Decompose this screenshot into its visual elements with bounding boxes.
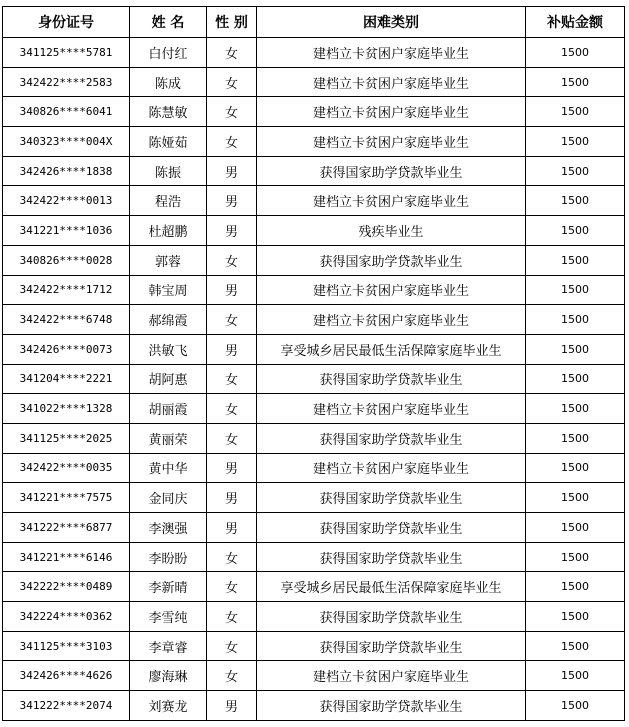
table-row [3, 186, 625, 216]
sex-cell: 女 [207, 364, 257, 394]
sex-cell: 男 [207, 216, 257, 246]
table-row [3, 513, 625, 543]
name-cell: 刘赛龙 [130, 691, 207, 721]
sex-cell: 男 [207, 275, 257, 305]
table-row [3, 38, 625, 68]
id-cell: 340323****004X [3, 127, 130, 157]
sex-cell: 男 [207, 156, 257, 186]
table-row [3, 127, 625, 157]
name-cell: 韩宝周 [130, 275, 207, 305]
table-row [3, 631, 625, 661]
header-name: 姓 名 [130, 7, 207, 38]
name-cell: 黄中华 [130, 453, 207, 483]
sex-cell: 女 [207, 67, 257, 97]
sex-cell: 女 [207, 394, 257, 424]
amount-cell: 1500 [526, 691, 625, 721]
amount-cell: 1500 [526, 97, 625, 127]
category-cell: 获得国家助学贷款毕业生 [257, 483, 526, 513]
category-cell: 残疾毕业生 [257, 216, 526, 246]
id-cell: 342426****0073 [3, 334, 130, 364]
id-cell: 342422****2583 [3, 67, 130, 97]
id-cell: 342426****4626 [3, 661, 130, 691]
id-cell: 341125****3103 [3, 631, 130, 661]
name-cell: 李章睿 [130, 631, 207, 661]
category-cell: 建档立卡贫困户家庭毕业生 [257, 186, 526, 216]
table-row [3, 691, 625, 721]
amount-cell: 1500 [526, 127, 625, 157]
id-cell: 341222****2074 [3, 691, 130, 721]
table-row [3, 245, 625, 275]
id-cell: 342422****1712 [3, 275, 130, 305]
table-row [3, 542, 625, 572]
amount-cell: 1500 [526, 483, 625, 513]
table-header [3, 7, 625, 38]
sex-cell: 男 [207, 334, 257, 364]
category-cell: 建档立卡贫困户家庭毕业生 [257, 97, 526, 127]
category-cell: 建档立卡贫困户家庭毕业生 [257, 67, 526, 97]
header-category: 困难类别 [257, 7, 526, 38]
category-cell: 获得国家助学贷款毕业生 [257, 602, 526, 632]
subsidy-table [2, 6, 625, 721]
id-cell: 341125****2025 [3, 423, 130, 453]
amount-cell: 1500 [526, 394, 625, 424]
id-cell: 342426****1838 [3, 156, 130, 186]
amount-cell: 1500 [526, 542, 625, 572]
category-cell: 获得国家助学贷款毕业生 [257, 691, 526, 721]
amount-cell: 1500 [526, 156, 625, 186]
id-cell: 341204****2221 [3, 364, 130, 394]
id-cell: 341222****6877 [3, 513, 130, 543]
amount-cell: 1500 [526, 364, 625, 394]
sex-cell: 女 [207, 631, 257, 661]
id-cell: 342222****0489 [3, 572, 130, 602]
sex-cell: 女 [207, 542, 257, 572]
header-amount: 补贴金额 [526, 7, 625, 38]
table-row [3, 483, 625, 513]
category-cell: 获得国家助学贷款毕业生 [257, 513, 526, 543]
category-cell: 建档立卡贫困户家庭毕业生 [257, 305, 526, 335]
amount-cell: 1500 [526, 245, 625, 275]
name-cell: 黄丽荣 [130, 423, 207, 453]
amount-cell: 1500 [526, 275, 625, 305]
name-cell: 廖海琳 [130, 661, 207, 691]
name-cell: 李雪纯 [130, 602, 207, 632]
sex-cell: 男 [207, 691, 257, 721]
id-cell: 341221****6146 [3, 542, 130, 572]
table-row [3, 572, 625, 602]
table-row [3, 423, 625, 453]
name-cell: 陈慧敏 [130, 97, 207, 127]
category-cell: 获得国家助学贷款毕业生 [257, 542, 526, 572]
amount-cell: 1500 [526, 67, 625, 97]
category-cell: 建档立卡贫困户家庭毕业生 [257, 453, 526, 483]
amount-cell: 1500 [526, 305, 625, 335]
amount-cell: 1500 [526, 334, 625, 364]
category-cell: 建档立卡贫困户家庭毕业生 [257, 275, 526, 305]
sex-cell: 女 [207, 127, 257, 157]
amount-cell: 1500 [526, 423, 625, 453]
amount-cell: 1500 [526, 602, 625, 632]
amount-cell: 1500 [526, 631, 625, 661]
table-row [3, 275, 625, 305]
category-cell: 建档立卡贫困户家庭毕业生 [257, 38, 526, 68]
category-cell: 获得国家助学贷款毕业生 [257, 156, 526, 186]
sex-cell: 女 [207, 245, 257, 275]
id-cell: 342422****6748 [3, 305, 130, 335]
table-row [3, 216, 625, 246]
name-cell: 李新晴 [130, 572, 207, 602]
sex-cell: 男 [207, 453, 257, 483]
name-cell: 郭蓉 [130, 245, 207, 275]
name-cell: 白付红 [130, 38, 207, 68]
id-cell: 341022****1328 [3, 394, 130, 424]
name-cell: 程浩 [130, 186, 207, 216]
header-id: 身份证号 [3, 7, 130, 38]
id-cell: 342224****0362 [3, 602, 130, 632]
amount-cell: 1500 [526, 661, 625, 691]
id-cell: 340826****0028 [3, 245, 130, 275]
category-cell: 享受城乡居民最低生活保障家庭毕业生 [257, 572, 526, 602]
sex-cell: 男 [207, 186, 257, 216]
table-row [3, 305, 625, 335]
sex-cell: 女 [207, 661, 257, 691]
name-cell: 金同庆 [130, 483, 207, 513]
table-row [3, 364, 625, 394]
id-cell: 341125****5781 [3, 38, 130, 68]
name-cell: 郝绵霞 [130, 305, 207, 335]
table-row [3, 453, 625, 483]
amount-cell: 1500 [526, 216, 625, 246]
category-cell: 获得国家助学贷款毕业生 [257, 364, 526, 394]
amount-cell: 1500 [526, 453, 625, 483]
name-cell: 陈成 [130, 67, 207, 97]
table-row [3, 661, 625, 691]
header-row [3, 7, 625, 38]
name-cell: 胡阿惠 [130, 364, 207, 394]
id-cell: 341221****1036 [3, 216, 130, 246]
name-cell: 陈娅茹 [130, 127, 207, 157]
sex-cell: 女 [207, 602, 257, 632]
table-row [3, 97, 625, 127]
name-cell: 陈振 [130, 156, 207, 186]
header-sex: 性 别 [207, 7, 257, 38]
category-cell: 建档立卡贫困户家庭毕业生 [257, 661, 526, 691]
amount-cell: 1500 [526, 38, 625, 68]
id-cell: 340826****6041 [3, 97, 130, 127]
sex-cell: 女 [207, 572, 257, 602]
id-cell: 342422****0035 [3, 453, 130, 483]
id-cell: 341221****7575 [3, 483, 130, 513]
amount-cell: 1500 [526, 186, 625, 216]
table-body [3, 38, 625, 721]
category-cell: 建档立卡贫困户家庭毕业生 [257, 127, 526, 157]
table-row [3, 156, 625, 186]
amount-cell: 1500 [526, 572, 625, 602]
table-row [3, 602, 625, 632]
table-row [3, 67, 625, 97]
sex-cell: 女 [207, 305, 257, 335]
id-cell: 342422****0013 [3, 186, 130, 216]
name-cell: 胡丽霞 [130, 394, 207, 424]
name-cell: 杜超鹏 [130, 216, 207, 246]
sex-cell: 男 [207, 483, 257, 513]
category-cell: 获得国家助学贷款毕业生 [257, 631, 526, 661]
sex-cell: 女 [207, 38, 257, 68]
sex-cell: 女 [207, 97, 257, 127]
table-row [3, 394, 625, 424]
sex-cell: 女 [207, 423, 257, 453]
name-cell: 李澳强 [130, 513, 207, 543]
name-cell: 李盼盼 [130, 542, 207, 572]
category-cell: 享受城乡居民最低生活保障家庭毕业生 [257, 334, 526, 364]
name-cell: 洪敏飞 [130, 334, 207, 364]
category-cell: 获得国家助学贷款毕业生 [257, 245, 526, 275]
amount-cell: 1500 [526, 513, 625, 543]
category-cell: 建档立卡贫困户家庭毕业生 [257, 394, 526, 424]
sex-cell: 男 [207, 513, 257, 543]
table-row [3, 334, 625, 364]
category-cell: 获得国家助学贷款毕业生 [257, 423, 526, 453]
